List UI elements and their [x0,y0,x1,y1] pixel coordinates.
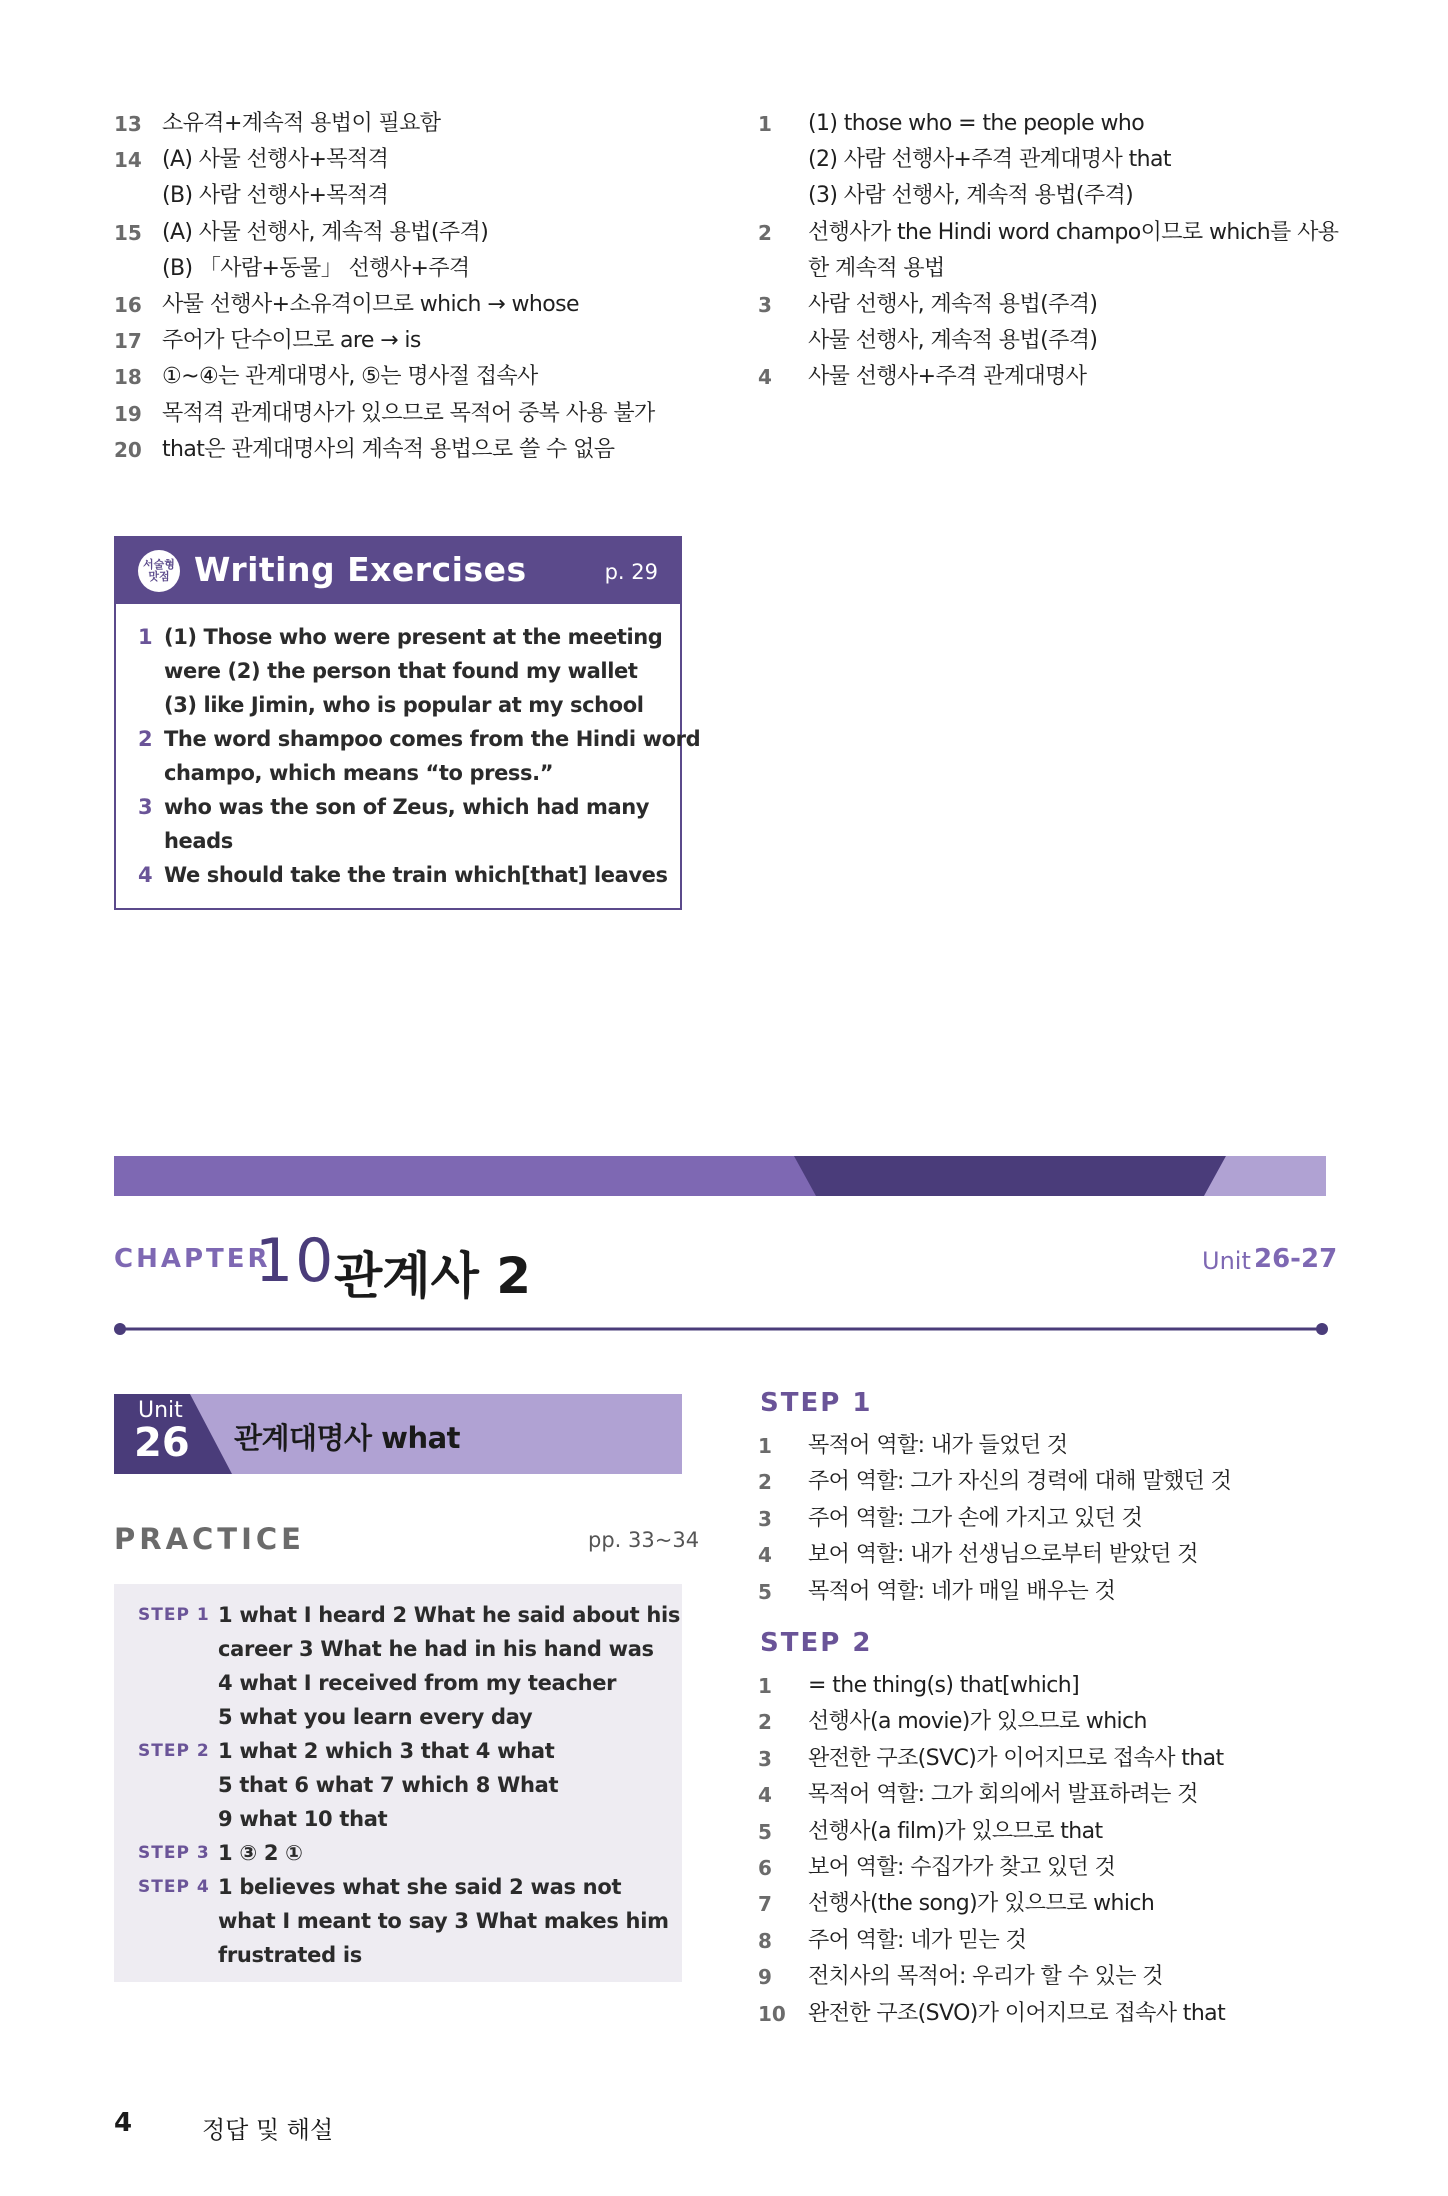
step-item-text: 보어 역할: 내가 선생님으로부터 받았던 것 [808,1542,1198,1568]
practice-label: PRACTICE [114,1522,305,1556]
writing-item-line: who was the son of Zeus, which had many [164,795,650,819]
writing-item-number: 2 [138,727,153,751]
item-number: 15 [114,220,142,245]
chapter-unit-label: Unit [1202,1247,1251,1275]
item-number: 17 [114,329,142,354]
practice-answer-line: 9 what 10 that [218,1807,388,1831]
item-line: ①~④는 관계대명사, ⑤는 명사절 접속사 [162,364,538,390]
step-item-number: 5 [758,1819,772,1844]
item-line: (1) those who = the people who [808,111,1145,136]
step-item-text: 선행사(a film)가 있으므로 that [808,1818,1103,1844]
item-number: 18 [114,365,142,390]
item-number: 16 [114,293,142,317]
writing-item-line: (3) like Jimin, who is popular at my school [164,693,644,717]
writing-item-line: We should take the train which[that] leaves [164,863,668,887]
practice-answer-line: 1 what 2 which 3 that 4 what [218,1739,555,1763]
item-number: 19 [114,401,142,426]
page-number: 4 [114,2108,133,2138]
badge-label: 서술형 맛점 [143,558,175,583]
step-item-text: 선행사(the song)가 있으므로 which [808,1891,1155,1917]
practice-answer-line: 1 ③ 2 ① [218,1841,303,1865]
writing-exercises-box [114,536,701,910]
writing-item-line: heads [164,829,233,853]
step-item-number: 2 [758,1710,772,1735]
chapter-unit-range: 26-27 [1254,1244,1338,1274]
step-item-text: = the thing(s) that[which] [808,1673,1080,1698]
step-item-text: 목적어 역할: 네가 매일 배우는 것 [808,1578,1116,1604]
writing-item-number: 3 [138,795,153,819]
item-line: that은 관계대명사의 계속적 용법으로 쓸 수 없음 [162,436,615,462]
item-line: 사물 선행사, 계속적 용법(주격) [808,328,1098,354]
item-line: 주어가 단수이므로 are → is [162,328,421,354]
step-item-number: 1 [758,1674,772,1698]
item-number: 4 [758,365,772,390]
item-number: 13 [114,112,142,136]
writing-item-number: 4 [138,863,153,887]
writing-item-line: The word shampoo comes from the Hindi word [164,727,701,751]
unit-title: 관계대명사 what [234,1421,461,1455]
writing-exercises-title: Writing Exercises [194,550,527,589]
item-line: (A) 사물 선행사+목적격 [162,147,389,173]
practice-step-label: STEP 4 [138,1877,210,1897]
step-item-text: 목적어 역할: 그가 회의에서 발표하려는 것 [808,1782,1198,1808]
item-line: 사물 선행사+주격 관계대명사 [808,364,1087,390]
footer-title: 정답 및 해설 [202,2116,334,2144]
step-item-text: 주어 역할: 그가 손에 가지고 있던 것 [808,1505,1143,1531]
step-item-text: 주어 역할: 네가 믿는 것 [808,1927,1027,1953]
step-item-number: 6 [758,1856,772,1880]
practice-pages: pp. 33~34 [588,1528,700,1552]
practice-step-label: STEP 1 [138,1605,210,1625]
item-line: (A) 사물 선행사, 계속적 용법(주격) [162,219,489,245]
practice-step-label: STEP 2 [138,1741,210,1761]
writing-item-line: were (2) the person that found my wallet [164,659,638,683]
item-line: (2) 사람 선행사+주격 관계대명사 that [808,147,1171,173]
practice-answer-line: career 3 What he had in his hand was [218,1637,654,1661]
step-item-text: 완전한 구조(SVC)가 이어지므로 접속사 that [808,1745,1224,1771]
step-item-number: 3 [758,1746,772,1771]
item-number: 1 [758,112,772,136]
item-line: (3) 사람 선행사, 계속적 용법(주격) [808,183,1134,209]
step-item-number: 8 [758,1928,772,1953]
chapter-number: 10 [255,1226,336,1296]
practice-answer-line: what I meant to say 3 What makes him [218,1909,669,1933]
item-number: 2 [758,220,772,245]
step-item-text: 주어 역할: 그가 자신의 경력에 대해 말했던 것 [808,1469,1232,1495]
practice-answer-line: 5 that 6 what 7 which 8 What [218,1773,559,1797]
item-line: 선행사가 the Hindi word champo이므로 which를 사용 [808,219,1339,245]
step-item-number: 4 [758,1783,772,1808]
item-number: 20 [114,437,142,462]
item-line: 사람 선행사, 계속적 용법(주격) [808,292,1098,317]
practice-answer-line: 1 what I heard 2 What he said about his [218,1603,681,1627]
item-line: 소유격+계속적 용법이 필요함 [162,111,441,136]
badge-icon [138,550,180,592]
step-item-text: 완전한 구조(SVO)가 이어지므로 접속사 that [808,2000,1226,2026]
unit-label: Unit [138,1398,183,1423]
step-item-number: 5 [758,1579,772,1604]
step-item-number: 10 [758,2001,786,2026]
practice-answer-line: frustrated is [218,1943,362,1967]
item-line: 사물 선행사+소유격이므로 which → whose [162,292,579,317]
chapter-title: 관계사 2 [334,1247,532,1305]
item-number: 3 [758,293,772,317]
writing-item-number: 1 [138,625,153,649]
step-item-number: 4 [758,1543,772,1568]
step1-title: STEP 1 [760,1388,873,1418]
step-item-number: 3 [758,1506,772,1531]
item-line: 한 계속적 용법 [808,255,945,281]
chapter-divider [114,1322,1328,1336]
unit-number: 26 [134,1420,190,1466]
item-line: 목적격 관계대명사가 있으므로 목적어 중복 사용 불가 [162,400,655,426]
step-item-text: 전치사의 목적어: 우리가 할 수 있는 것 [808,1964,1163,1990]
practice-answer-line: 1 believes what she said 2 was not [218,1875,622,1899]
step-item-text: 보어 역할: 수집가가 찾고 있던 것 [808,1855,1116,1880]
step-item-number: 7 [758,1892,772,1917]
practice-answer-line: 5 what you learn every day [218,1705,533,1729]
step-item-number: 2 [758,1470,772,1495]
item-line: (B) 사람 선행사+목적격 [162,183,389,209]
item-number: 14 [114,148,142,173]
step-item-number: 1 [758,1434,772,1458]
step-item-text: 목적어 역할: 내가 들었던 것 [808,1433,1068,1458]
practice-step-label: STEP 3 [138,1843,210,1863]
chapter-banner-bar [114,1156,1326,1196]
writing-exercises-page: p. 29 [604,560,658,584]
step-item-number: 9 [758,1965,772,1990]
writing-exercises-header [116,538,680,604]
practice-answer-line: 4 what I received from my teacher [218,1671,617,1695]
step-item-text: 선행사(a movie)가 있으므로 which [808,1709,1147,1735]
writing-item-line: (1) Those who were present at the meeting [164,625,663,649]
chapter-label: CHAPTER [114,1244,271,1274]
writing-item-line: champo, which means “to press.” [164,761,554,785]
item-line: (B) 「사람+동물」 선행사+주격 [162,255,470,281]
step2-title: STEP 2 [760,1628,873,1658]
